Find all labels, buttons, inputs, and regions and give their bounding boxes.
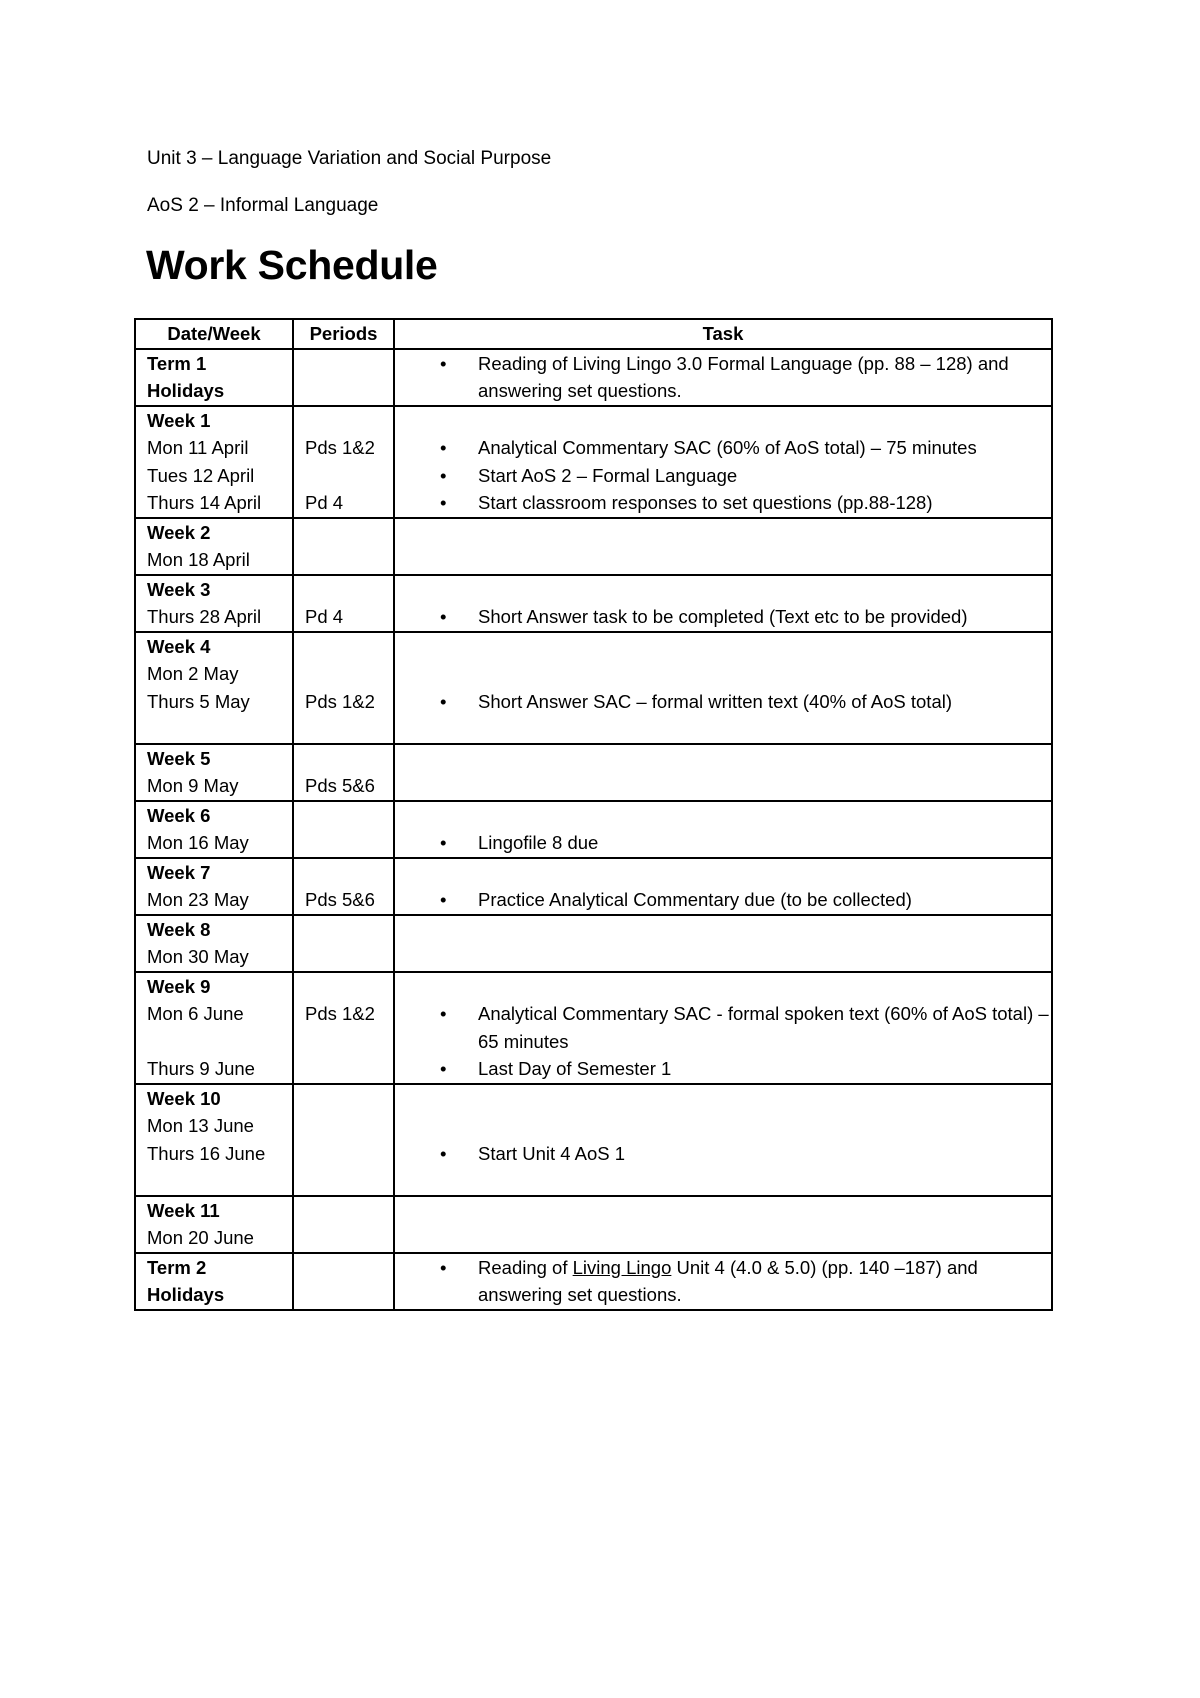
periods-cell	[293, 632, 394, 744]
column-header-date: Date/Week	[135, 319, 293, 349]
task-item: • Start classroom responses to set questions (pp.88-128)	[406, 489, 1051, 517]
task-cell	[394, 801, 1052, 858]
week-label: Week 6	[147, 804, 211, 826]
date-cell	[135, 801, 293, 858]
week-label: Week 4	[147, 635, 211, 657]
date-text: Thurs 14 April	[147, 492, 262, 513]
table-row	[135, 972, 1052, 1084]
task-item: • Lingofile 8 due	[406, 829, 1051, 857]
table-row	[135, 915, 1052, 972]
periods-cell	[293, 744, 394, 801]
table-row	[135, 1084, 1052, 1196]
periods-cell	[293, 1084, 394, 1196]
task-cell	[394, 1084, 1052, 1196]
periods-cell	[293, 1196, 394, 1253]
table-row	[135, 575, 1052, 632]
task-cell	[394, 518, 1052, 575]
date-text: Mon 20 June	[147, 1227, 254, 1248]
table-row	[135, 858, 1052, 915]
periods-cell	[293, 518, 394, 575]
periods-text: Pds 1&2	[305, 690, 375, 712]
date-cell	[135, 349, 293, 406]
periods-cell	[293, 972, 394, 1084]
task-cell	[394, 744, 1052, 801]
date-cell	[135, 972, 293, 1084]
week-label: Week 11	[147, 1199, 220, 1221]
book-title: Living Lingo	[572, 1256, 672, 1278]
column-header-task: Task	[394, 319, 1052, 349]
task-cell	[394, 858, 1052, 915]
date-cell	[135, 744, 293, 801]
periods-cell	[293, 801, 394, 858]
date-cell	[135, 406, 293, 518]
date-heading: Holidays	[147, 380, 225, 401]
table-row	[135, 518, 1052, 575]
task-cell	[394, 349, 1052, 406]
table-header-row	[135, 319, 1052, 349]
schedule-table	[134, 318, 1053, 1311]
week-label: Week 5	[147, 747, 211, 769]
periods-text: Pds 1&2	[305, 437, 375, 458]
date-text: Mon 13 June	[147, 1115, 254, 1136]
table-row	[135, 632, 1052, 744]
task-text: Reading of	[478, 1256, 573, 1278]
week-label: Week 8	[147, 918, 211, 940]
date-cell	[135, 1084, 293, 1196]
task-item: • Start AoS 2 – Formal Language	[406, 462, 1051, 490]
periods-cell	[293, 575, 394, 632]
date-text: Thurs 5 May	[147, 690, 250, 712]
periods-text: Pd 4	[305, 492, 344, 513]
periods-text: Pds 5&6	[305, 889, 375, 910]
periods-text: Pds 5&6	[305, 775, 375, 796]
date-cell	[135, 575, 293, 632]
periods-cell	[293, 1253, 394, 1310]
week-label: Week 3	[147, 578, 211, 600]
date-text: Mon 9 May	[147, 775, 239, 796]
date-cell	[135, 632, 293, 744]
date-cell	[135, 518, 293, 575]
table-row	[135, 801, 1052, 858]
date-heading: Term 1	[147, 352, 207, 374]
date-text: Mon 18 April	[147, 549, 250, 570]
date-text: Mon 16 May	[147, 832, 249, 853]
date-heading: Holidays	[147, 1284, 225, 1305]
week-label: Week 2	[147, 521, 211, 543]
task-cell	[394, 1253, 1052, 1310]
task-cell	[394, 915, 1052, 972]
date-cell	[135, 1196, 293, 1253]
task-item: • Analytical Commentary SAC - formal spoken text (60% of AoS total) – 65 minutes	[406, 1000, 1051, 1055]
task-item: • Practice Analytical Commentary due (to be collected)	[406, 886, 1051, 914]
date-cell	[135, 915, 293, 972]
task-item: • Start Unit 4 AoS 1	[406, 1140, 1051, 1168]
week-label: Week 7	[147, 861, 211, 883]
date-text: Mon 23 May	[147, 889, 249, 910]
week-label: Week 9	[147, 975, 211, 997]
unit-heading: Unit 3 – Language Variation and Social Purpose	[147, 148, 552, 169]
date-heading: Term 2	[147, 1256, 207, 1278]
page-title: Work Schedule	[146, 242, 438, 288]
task-item: • Short Answer task to be completed (Text etc to be provided)	[406, 603, 1051, 631]
week-label: Week 1	[147, 409, 211, 431]
task-item: • Last Day of Semester 1	[406, 1055, 1051, 1083]
table-row	[135, 1253, 1052, 1310]
date-text: Tues 12 April	[147, 464, 255, 486]
table-row	[135, 744, 1052, 801]
date-text: Mon 30 May	[147, 946, 249, 967]
periods-cell	[293, 915, 394, 972]
date-cell	[135, 1253, 293, 1310]
task-cell	[394, 1196, 1052, 1253]
date-text: Mon 11 April	[147, 437, 249, 458]
task-item: • Short Answer SAC – formal written text (40% of AoS total)	[406, 688, 1051, 716]
periods-cell	[293, 858, 394, 915]
periods-text: Pd 4	[305, 606, 344, 627]
task-item: • Analytical Commentary SAC (60% of AoS total) – 75 minutes	[406, 434, 1051, 462]
periods-text: Pds 1&2	[305, 1003, 375, 1024]
date-text: Mon 6 June	[147, 1003, 244, 1024]
table-row	[135, 406, 1052, 518]
task-cell	[394, 406, 1052, 518]
table-row	[135, 349, 1052, 406]
column-header-periods: Periods	[293, 319, 394, 349]
task-cell	[394, 632, 1052, 744]
aos-heading: AoS 2 – Informal Language	[147, 195, 379, 216]
task-cell	[394, 972, 1052, 1084]
table-row	[135, 1196, 1052, 1253]
task-item	[406, 1254, 1051, 1309]
date-cell	[135, 858, 293, 915]
periods-cell	[293, 406, 394, 518]
task-item: • Reading of Living Lingo 3.0 Formal Language (pp. 88 – 128) and answering set questions.	[406, 350, 1051, 405]
week-label: Week 10	[147, 1087, 221, 1109]
periods-cell	[293, 349, 394, 406]
date-text: Thurs 9 June	[147, 1058, 255, 1079]
date-text: Mon 2 May	[147, 663, 239, 684]
task-text: Unit 4 (4.0 & 5.0) (pp. 140 –187) and answering set questions.	[478, 1256, 978, 1305]
date-text: Thurs 28 April	[147, 606, 262, 627]
date-text: Thurs 16 June	[147, 1142, 266, 1164]
task-cell	[394, 575, 1052, 632]
